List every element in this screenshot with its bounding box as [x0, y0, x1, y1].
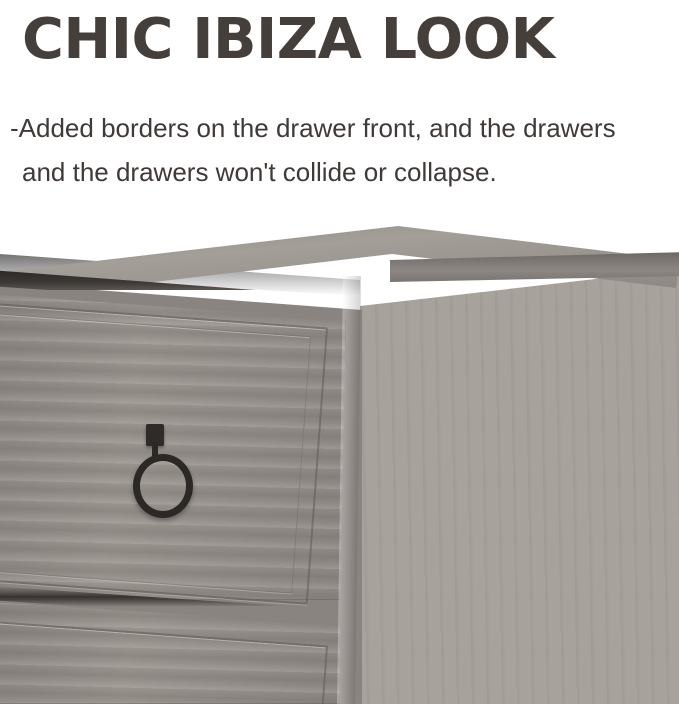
feature-description-line-2: and the drawers won't collide or collapse.: [22, 157, 497, 187]
ring-pull-ring: [133, 454, 193, 518]
dresser-side-panel: [352, 262, 679, 704]
page-title: CHIC IBIZA LOOK: [22, 7, 555, 72]
feature-description-line-1: -Added borders on the drawer front, and the drawers: [10, 113, 616, 143]
feature-description: [10, 106, 670, 194]
dresser-photo: [0, 216, 679, 704]
ring-pull-handle: [128, 424, 188, 512]
